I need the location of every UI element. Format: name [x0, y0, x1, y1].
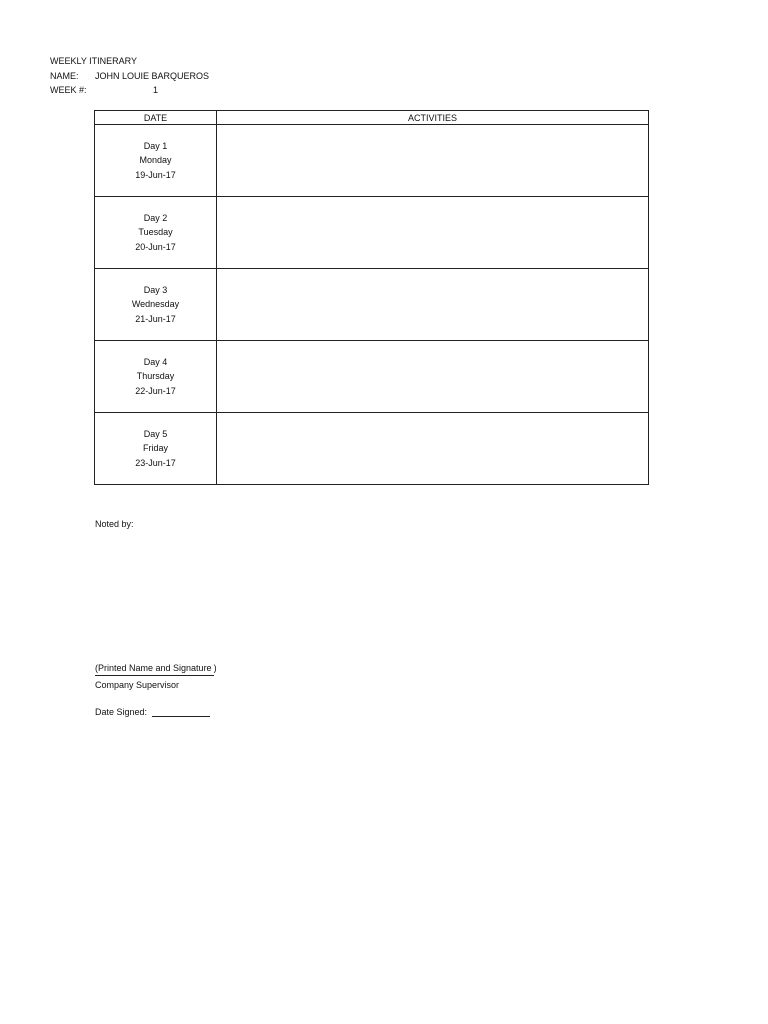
day-number: Day 5 — [143, 428, 168, 439]
table-row — [95, 125, 649, 197]
day-date: 21-Jun-17 — [135, 313, 176, 324]
printed-name-close: ) — [213, 663, 217, 673]
day-date: 20-Jun-17 — [135, 241, 176, 252]
day-date: 22-Jun-17 — [135, 385, 176, 396]
date-cell — [95, 269, 217, 341]
name-label: NAME: — [50, 70, 79, 81]
signature-block — [95, 661, 217, 693]
week-row — [50, 83, 209, 98]
activities-cell[interactable] — [217, 269, 649, 341]
table-header-row — [95, 111, 649, 125]
activities-cell[interactable] — [217, 341, 649, 413]
weekday: Tuesday — [138, 227, 173, 238]
signature-line — [95, 662, 214, 676]
activities-cell[interactable] — [217, 197, 649, 269]
activities-column-header: ACTIVITIES — [217, 111, 649, 125]
noted-by-label: Noted by: — [95, 519, 134, 529]
date-signed-line[interactable] — [152, 707, 210, 717]
table-row — [95, 269, 649, 341]
day-date: 23-Jun-17 — [135, 457, 176, 468]
date-cell — [95, 125, 217, 197]
day-number: Day 1 — [143, 140, 168, 151]
day-date: 19-Jun-17 — [135, 169, 176, 180]
document-header — [50, 54, 209, 98]
date-signed-label: Date Signed: — [95, 707, 148, 717]
weekday: Thursday — [136, 371, 175, 382]
activities-cell[interactable] — [217, 125, 649, 197]
date-cell — [95, 341, 217, 413]
itinerary-table — [94, 110, 649, 485]
date-cell — [95, 413, 217, 485]
week-value: 1 — [153, 85, 159, 95]
date-column-header: DATE — [95, 111, 217, 125]
day-number: Day 3 — [143, 284, 168, 295]
printed-name-label: (Printed Name and Signature — [95, 663, 212, 673]
date-signed-row — [95, 707, 210, 717]
name-row — [50, 69, 209, 84]
document-title: WEEKLY ITINERARY — [50, 56, 138, 66]
activities-cell[interactable] — [217, 413, 649, 485]
table-row — [95, 413, 649, 485]
weekday: Friday — [142, 443, 168, 454]
weekday: Wednesday — [131, 299, 180, 310]
table-row — [95, 197, 649, 269]
week-label: WEEK #: — [50, 85, 87, 95]
weekday: Monday — [139, 155, 172, 166]
day-number: Day 4 — [143, 356, 168, 367]
table-row — [95, 341, 649, 413]
document-title-row — [50, 54, 209, 69]
date-cell — [95, 197, 217, 269]
name-value: JOHN LOUIE BARQUEROS — [95, 70, 210, 81]
day-number: Day 2 — [143, 212, 168, 223]
supervisor-title: Company Supervisor — [95, 680, 180, 690]
